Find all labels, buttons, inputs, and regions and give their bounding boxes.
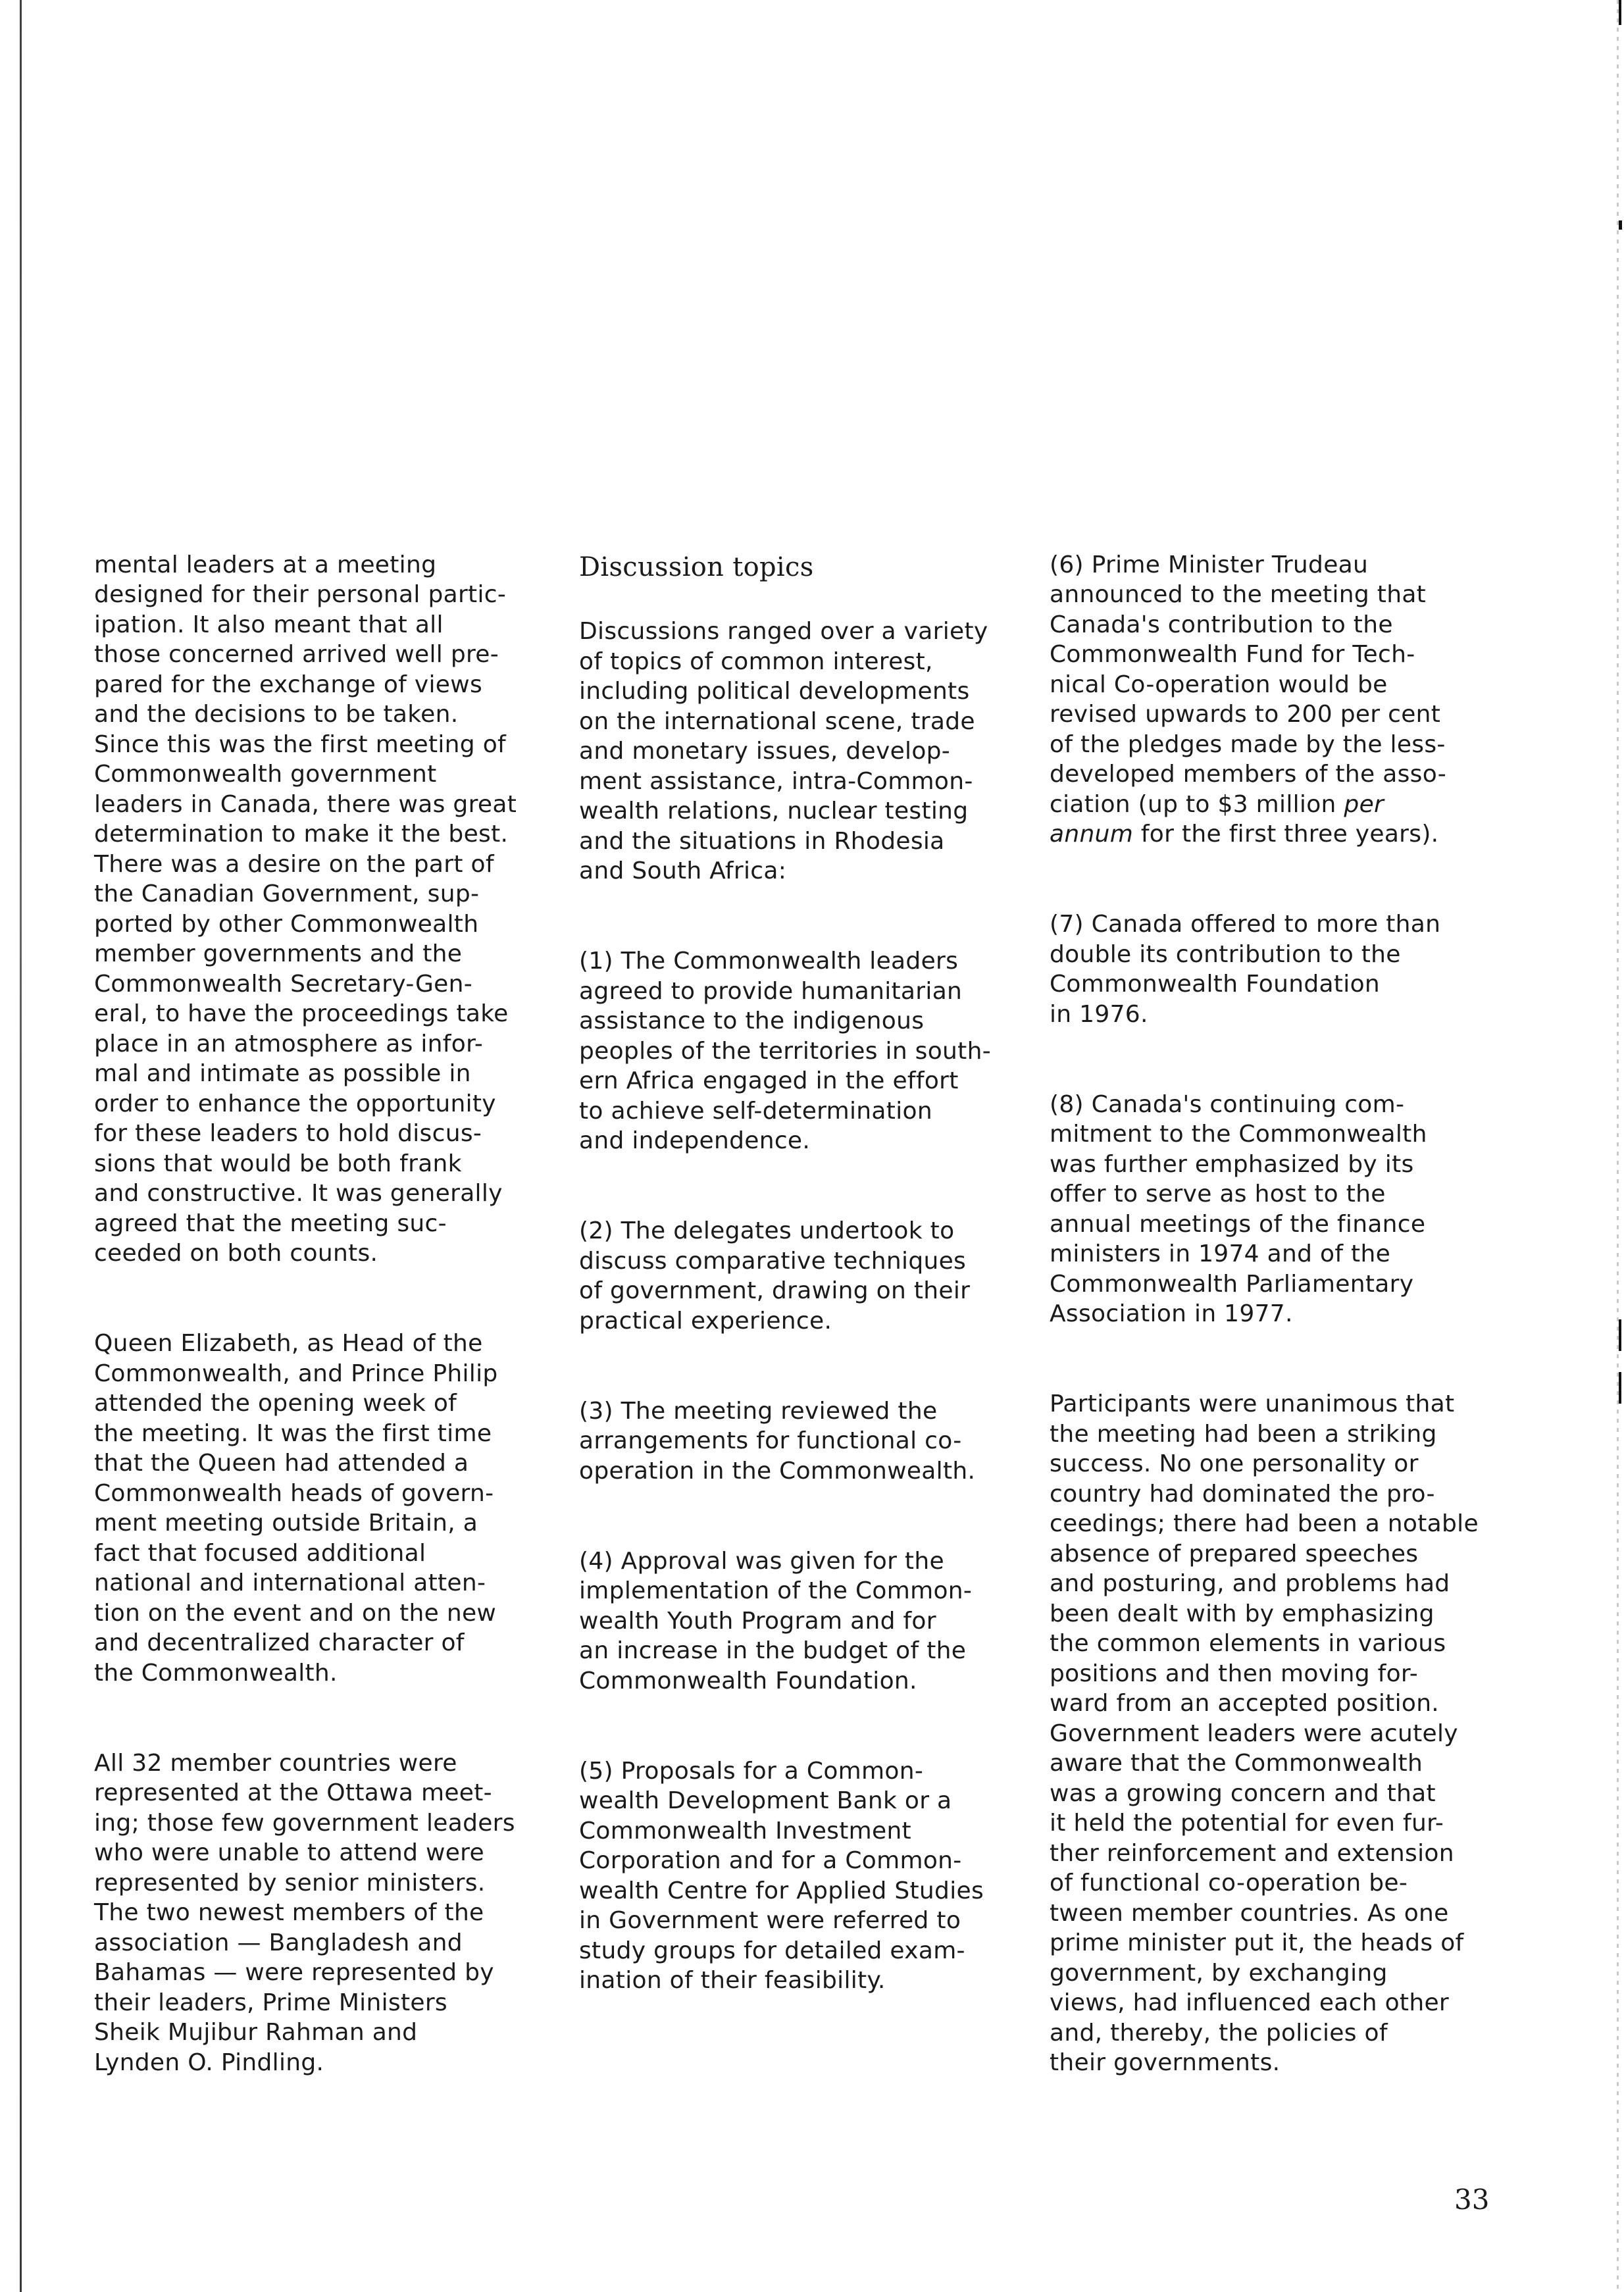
scan-mark [1619, 1372, 1621, 1404]
text-column-1 [94, 520, 542, 2138]
italic-text: annum [1050, 821, 1134, 848]
list-item [1050, 550, 1504, 850]
page-edge-right [1617, 0, 1619, 2292]
list-item: (4) Approval was given for the implementation of the Common- wealth Youth Program and for an increase in the budget of the Commonwealth Foundation. [579, 1547, 973, 1694]
scan-mark [1619, 220, 1622, 230]
scan-mark [1619, 1319, 1621, 1351]
list-item: (1) The Commonwealth leaders agreed to provide humanitarian assistance to the indigenous peoples of the territories in south- ern Africa engaged in the effort to achieve self-determination and independence. [579, 948, 991, 1154]
paragraph: Discussions ranged over a variety of topics of common interest, including political developments on the international scene, trade and monetary issues, develop- ment assistance, intra-Common- wealth relations, nuclear testing and the situations in Rhodesia and South Africa: [579, 618, 988, 884]
italic-text: per [1344, 790, 1384, 818]
paragraph: Queen Elizabeth, as Head of the Commonwealth, and Prince Philip attended the opening week of the meeting. It was the first time that the Queen had attended a Commonwealth heads of govern- ment meeting outside Britain, a fact that focused additional national and international atten- tion on the event and on the new and decentralized character of the Commonwealth. [94, 1330, 498, 1687]
text-column-3 [1050, 520, 1504, 2138]
list-item: (3) The meeting reviewed the arrangements for functional co- operation in the Commonwealth. [579, 1397, 976, 1485]
list-item: (2) The delegates undertook to discuss comparative techniques of government, drawing on their practical experience. [579, 1217, 971, 1335]
page-number: 33 [1454, 2183, 1490, 2216]
list-item: (7) Canada offered to more than double its contribution to the Commonwealth Foundation in 1976. [1050, 911, 1441, 1028]
paragraph: mental leaders at a meeting designed for their personal partic- ipation. It also meant that all those concerned arrived well pre- pared for the exchange of views and the decisions to be taken. Since this was the first meeting of Commonwealth government leaders in Canada, there was great determination to make it the best. There was a desire on the part of the Canadian Government, sup- ported by other Commonwealth member governments and the Commonwealth Secretary-Gen- eral, to have the proceedings take place in an atmosphere as infor- mal and intimate as possible in order to enhance the opportunity for these leaders to hold discus- sions that would be both frank and constructive. It was generally agreed that the meeting suc- ceeded on both counts. [94, 551, 517, 1267]
scan-mark [1619, 0, 1621, 25]
text-column-2 [579, 520, 1027, 2056]
list-item: (5) Proposals for a Common- wealth Development Bank or a Commonwealth Investment Corporation and for a Common- wealth Centre for Applied Studies in Government were referred to study groups for detailed exam- ination of their feasibility. [579, 1757, 984, 1994]
paragraph: All 32 member countries were represented at the Ottawa meet- ing; those few government leaders who were unable to attend were represented by senior ministers. The two newest members of the association — Bangladesh and Bahamas — were represented by their leaders, Prime Ministers Sheik Mujibur Rahman and Lynden O. Pindling. [94, 1749, 515, 2076]
list-item: (8) Canada's continuing com- mitment to the Commonwealth was further emphasized by its offer to serve as host to the annual meetings of the finance ministers in 1974 and of the Commonwealth Parliamentary Association in 1977. [1050, 1090, 1427, 1327]
section-heading: Discussion topics [579, 551, 814, 582]
paragraph: Participants were unanimous that the meeting had been a striking success. No one personality or country had dominated the pro- ceedings; there had been a notable absence of prepared speeches and posturing, and problems had been dealt with by emphasizing the common elements in various positions and then moving for- ward from an accepted position. Government leaders were acutely aware that the Commonwealth was a growing concern and that it held the potential for even fur- ther reinforcement and extension of functional co-operation be- tween member countries. As one prime minister put it, the heads of government, by exchanging views, had influenced each other and, thereby, the policies of their governments. [1050, 1390, 1479, 2076]
text-run: (6) Prime Minister Trudeau announced to the meeting that Canada's contribution to the Commonwealth Fund for Tech- nical Co-operation would be revised upwards to 200 per cent of the pledges made by the less- developed members of the asso- ciation (up to $3 million [1050, 551, 1446, 818]
text-run: for the first three years). [1133, 821, 1439, 848]
page-edge-left [20, 0, 22, 2292]
